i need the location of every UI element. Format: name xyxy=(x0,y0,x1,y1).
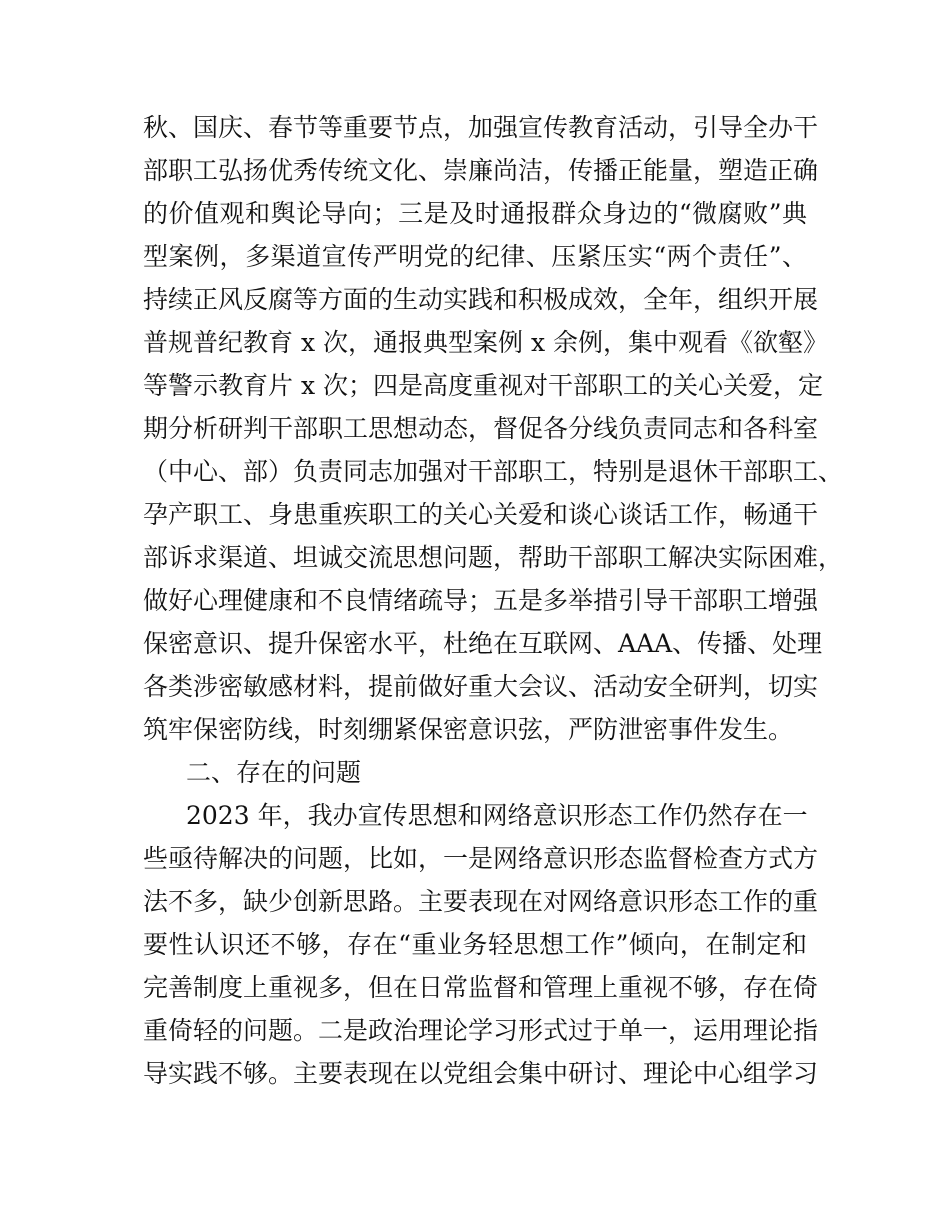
paragraph-line: 完善制度上重视多，但在日常监督和管理上重视不够，存在倚 xyxy=(143,973,819,1002)
paragraph-line: 型案例，多渠道宣传严明党的纪律、压紧压实“两个责任”、 xyxy=(143,242,807,271)
paragraph-line: 部职工弘扬优秀传统文化、崇廉尚洁，传播正能量，塑造正确 xyxy=(143,156,819,185)
paragraph-line: 做好心理健康和不良情绪疏导；五是多举措引导干部职工增强 xyxy=(143,586,819,615)
paragraph-line: 秋、国庆、春节等重要节点，加强宣传教育活动，引导全办干 xyxy=(143,113,819,142)
paragraph-line: 的价值观和舆论导向；三是及时通报群众身边的“微腐败”典 xyxy=(143,199,807,228)
paragraph-line: 持续正风反腐等方面的生动实践和积极成效，全年，组织开展 xyxy=(143,285,819,314)
paragraph-line: 等警示教育片 x 次；四是高度重视对干部职工的关心关爱，定 xyxy=(143,371,823,400)
paragraph-line: 各类涉密敏感材料，提前做好重大会议、活动安全研判，切实 xyxy=(143,672,819,701)
paragraph-line: 孕产职工、身患重疾职工的关心关爱和谈心谈话工作，畅通干 xyxy=(143,500,819,529)
section-heading: 二、存在的问题 xyxy=(186,758,362,787)
paragraph-line: 普规普纪教育 x 次，通报典型案例 x 余例，集中观看《欲壑》 xyxy=(143,328,828,357)
paragraph-line: 导实践不够。主要表现在以党组会集中研讨、理论中心组学习 xyxy=(143,1059,819,1088)
paragraph-line: 保密意识、提升保密水平，杜绝在互联网、AAA、传播、处理 xyxy=(143,629,823,658)
paragraph-line: 些亟待解决的问题，比如，一是网络意识形态监督检查方式方 xyxy=(143,844,819,873)
paragraph-line: 部诉求渠道、坦诚交流思想问题，帮助干部职工解决实际困难， xyxy=(143,543,844,572)
paragraph-line: 法不多，缺少创新思路。主要表现在对网络意识形态工作的重 xyxy=(143,887,819,916)
paragraph-line: 期分析研判干部职工思想动态，督促各分线负责同志和各科室 xyxy=(143,414,819,443)
paragraph-line: 要性认识还不够，存在“重业务轻思想工作”倾向，在制定和 xyxy=(143,930,807,959)
paragraph-line: 筑牢保密防线，时刻绷紧保密意识弦，严防泄密事件发生。 xyxy=(143,715,794,744)
paragraph-line: 2023 年，我办宣传思想和网络意识形态工作仍然存在一 xyxy=(186,801,808,830)
paragraph-line: （中心、部）负责同志加强对干部职工，特别是退休干部职工、 xyxy=(143,457,844,486)
paragraph-line: 重倚轻的问题。二是政治理论学习形式过于单一，运用理论指 xyxy=(143,1016,819,1045)
